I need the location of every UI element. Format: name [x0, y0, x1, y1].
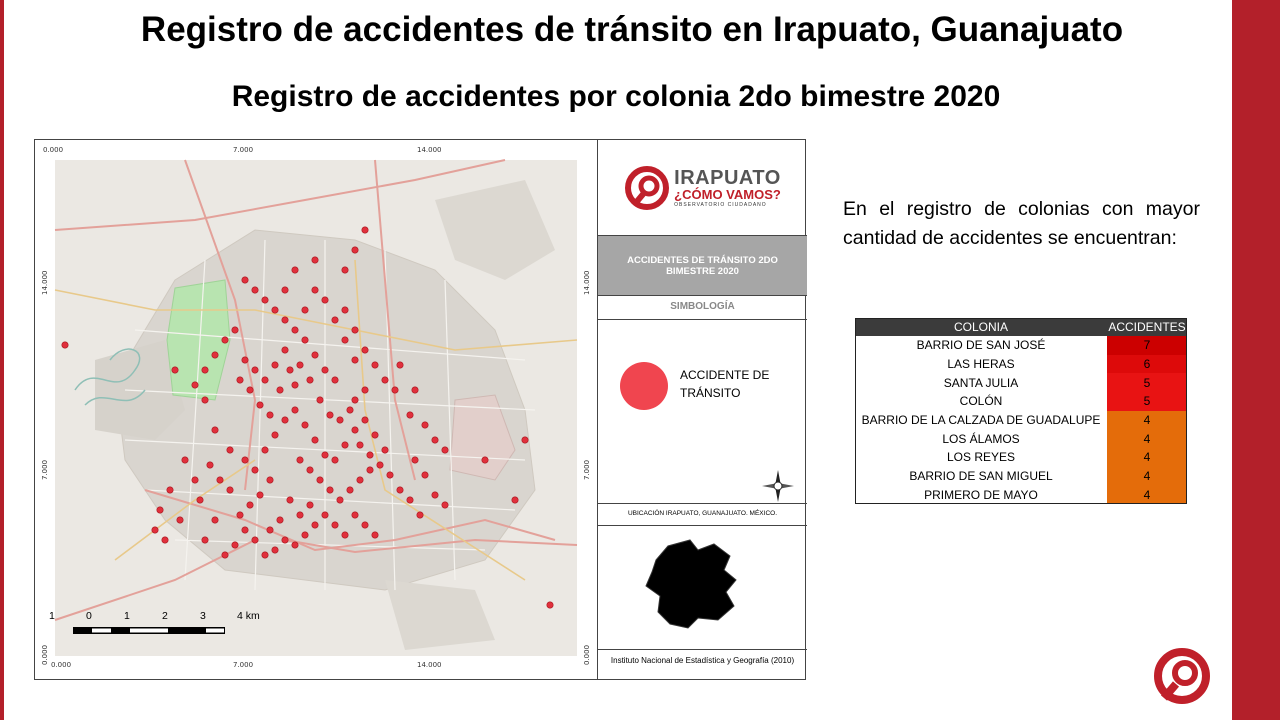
accident-marker: [307, 502, 313, 508]
accident-marker: [247, 502, 253, 508]
accident-marker: [322, 452, 328, 458]
location-label: UBICACIÓN IRAPUATO, GUANAJUATO. MÉXICO.: [598, 504, 807, 526]
accident-marker: [412, 457, 418, 463]
accident-marker: [232, 327, 238, 333]
accident-marker: [357, 442, 363, 448]
accident-marker: [237, 512, 243, 518]
map-sidebar: [597, 140, 807, 679]
accident-marker: [367, 452, 373, 458]
table-row: [855, 373, 1187, 392]
map-title-box: [598, 236, 807, 296]
page-title: Registro de accidentes de tránsito en Irapuato, Guanajuato: [140, 10, 1124, 49]
accident-marker: [287, 367, 293, 373]
table-row: [855, 448, 1187, 467]
coord-right-1: 7.000: [583, 459, 591, 480]
accident-marker: [152, 527, 158, 533]
accident-marker: [207, 462, 213, 468]
accident-marker: [332, 522, 338, 528]
accident-marker: [267, 527, 273, 533]
accident-marker: [332, 317, 338, 323]
accident-marker: [347, 407, 353, 413]
accident-marker: [182, 457, 188, 463]
map-graphic: [55, 160, 577, 656]
accident-marker: [282, 317, 288, 323]
legend-box: [598, 320, 807, 504]
accident-marker: [312, 522, 318, 528]
accident-marker: [272, 307, 278, 313]
accident-marker: [422, 422, 428, 428]
colonia-cell: LOS REYES: [946, 450, 1016, 465]
north-arrow-icon: [760, 468, 796, 504]
page-subtitle: Registro de accidentes por colonia 2do bimestre 2020: [231, 80, 1001, 113]
accident-marker: [397, 362, 403, 368]
accident-marker: [522, 437, 528, 443]
accident-marker: [337, 417, 343, 423]
colonia-cell: SANTA JULIA: [943, 375, 1019, 390]
accidentes-cell: 4: [1107, 429, 1187, 448]
table-row: [855, 467, 1187, 486]
table-row: [855, 392, 1187, 411]
coord-bottom-1: 7.000: [233, 661, 254, 669]
scale-label-3: 3: [200, 610, 206, 622]
accident-marker: [227, 447, 233, 453]
table-row: [855, 429, 1187, 448]
guanajuato-state-map-icon: [598, 526, 807, 650]
accident-marker: [372, 432, 378, 438]
logo-box: [598, 140, 807, 236]
accident-marker: [297, 457, 303, 463]
accidentes-cell: 4: [1107, 411, 1187, 430]
scale-label-0: 0: [86, 610, 92, 622]
map-panel: [34, 139, 806, 680]
accident-marker: [302, 337, 308, 343]
accident-marker: [367, 467, 373, 473]
accident-marker: [292, 327, 298, 333]
table-row: [855, 411, 1187, 430]
accident-marker: [312, 437, 318, 443]
accident-marker: [322, 367, 328, 373]
accident-marker: [282, 287, 288, 293]
accident-marker: [347, 487, 353, 493]
description-text: En el registro de colonias con mayor cantidad de accidentes se encuentran:: [843, 198, 1200, 249]
legend-heading: SIMBOLOGÍA: [598, 296, 807, 320]
observatory-logo-icon: [624, 165, 670, 211]
colonia-cell: BARRIO DE LA CALZADA DE GUADALUPE: [861, 413, 1101, 428]
accident-marker: [212, 427, 218, 433]
accident-marker: [257, 402, 263, 408]
accident-marker: [197, 497, 203, 503]
scale-label-2: 2: [162, 610, 168, 622]
accident-marker: [252, 467, 258, 473]
accidentes-cell: 4: [1107, 467, 1187, 486]
accident-marker: [177, 517, 183, 523]
accidentes-cell: 5: [1107, 373, 1187, 392]
accident-marker: [307, 467, 313, 473]
accident-marker: [362, 227, 368, 233]
accident-marker: [287, 497, 293, 503]
logo-line-2: ¿CÓMO VAMOS?: [674, 187, 781, 202]
accident-marker: [312, 287, 318, 293]
accident-marker: [157, 507, 163, 513]
accident-marker: [317, 397, 323, 403]
accident-marker: [342, 337, 348, 343]
accident-marker: [392, 387, 398, 393]
coord-left-0: 14.000: [41, 270, 49, 295]
colonia-cell: LOS ÁLAMOS: [942, 431, 1020, 446]
coord-left-2: 0.000: [41, 644, 49, 665]
header-accidentes: ACCIDENTES: [1108, 320, 1186, 334]
accident-marker: [327, 487, 333, 493]
accident-marker: [292, 382, 298, 388]
coord-top-0: 0.000: [43, 146, 64, 154]
accident-marker: [252, 537, 258, 543]
accident-marker: [162, 537, 168, 543]
accident-marker: [282, 417, 288, 423]
colonia-cell: BARRIO DE SAN MIGUEL: [909, 469, 1053, 484]
accident-marker: [512, 497, 518, 503]
accidentes-cell: 7: [1107, 336, 1187, 355]
accident-marker: [262, 552, 268, 558]
accident-marker: [242, 357, 248, 363]
accident-marker: [442, 502, 448, 508]
accident-marker: [322, 512, 328, 518]
accident-marker: [277, 387, 283, 393]
accident-marker: [242, 277, 248, 283]
accident-marker: [422, 472, 428, 478]
table-header-row: [855, 318, 1187, 336]
accidentes-cell: 4: [1107, 448, 1187, 467]
accident-marker: [352, 327, 358, 333]
accident-marker: [547, 602, 553, 608]
accident-marker: [222, 337, 228, 343]
accident-marker: [252, 367, 258, 373]
accident-marker: [227, 487, 233, 493]
accident-marker: [217, 477, 223, 483]
accident-marker: [172, 367, 178, 373]
coord-bottom-2: 14.000: [417, 661, 442, 669]
accident-marker: [417, 512, 423, 518]
accident-marker: [352, 357, 358, 363]
coord-top-1: 7.000: [233, 146, 254, 154]
accident-marker: [257, 492, 263, 498]
state-map-box: [598, 526, 807, 650]
corner-logo-icon: [1146, 646, 1218, 706]
colonias-table: [855, 318, 1187, 504]
accident-marker: [327, 412, 333, 418]
logo-line-1: IRAPUATO: [674, 167, 781, 189]
accident-marker: [282, 347, 288, 353]
accident-marker: [407, 497, 413, 503]
coord-bottom-0: 0.000: [51, 661, 72, 669]
accident-marker: [337, 497, 343, 503]
accident-marker: [362, 347, 368, 353]
accident-marker: [342, 267, 348, 273]
accident-marker: [397, 487, 403, 493]
accident-marker: [432, 492, 438, 498]
accident-marker: [262, 377, 268, 383]
accident-marker: [332, 377, 338, 383]
accident-marker: [342, 442, 348, 448]
accident-marker: [362, 417, 368, 423]
legend-label: ACCIDENTE DE TRÁNSITO: [680, 368, 770, 400]
accident-marker: [292, 267, 298, 273]
accident-marker: [332, 457, 338, 463]
accident-marker: [277, 517, 283, 523]
accident-marker: [362, 387, 368, 393]
colonia-cell: LAS HERAS: [947, 357, 1015, 372]
accident-marker: [302, 532, 308, 538]
coord-right-0: 14.000: [583, 270, 591, 295]
accident-marker: [352, 247, 358, 253]
accident-marker: [292, 407, 298, 413]
accident-marker: [362, 522, 368, 528]
accident-marker: [202, 397, 208, 403]
table-row: [855, 336, 1187, 355]
accident-marker: [372, 362, 378, 368]
accident-marker: [267, 477, 273, 483]
source-label: Instituto Nacional de Estadística y Geografía (2010): [610, 656, 795, 665]
accident-marker: [242, 457, 248, 463]
scale-bar: [73, 627, 225, 634]
accident-marker: [302, 422, 308, 428]
accident-marker: [352, 397, 358, 403]
accident-marker: [202, 537, 208, 543]
accident-marker: [342, 307, 348, 313]
accident-marker: [442, 447, 448, 453]
coord-top-2: 14.000: [417, 146, 442, 154]
accident-marker: [407, 412, 413, 418]
coord-left-1: 7.000: [41, 459, 49, 480]
accident-marker: [167, 487, 173, 493]
accident-marker: [297, 512, 303, 518]
accident-marker: [247, 387, 253, 393]
accident-marker: [382, 377, 388, 383]
accident-marker: [352, 427, 358, 433]
accident-marker: [372, 532, 378, 538]
accident-marker: [382, 447, 388, 453]
accident-marker: [62, 342, 68, 348]
accident-marker: [357, 477, 363, 483]
accident-marker: [387, 472, 393, 478]
accident-marker: [222, 552, 228, 558]
accident-marker: [212, 352, 218, 358]
scale-labels: [49, 610, 295, 624]
accident-marker: [282, 537, 288, 543]
accident-marker: [292, 542, 298, 548]
coord-right-2: 0.000: [583, 644, 591, 665]
right-accent-band: [1232, 0, 1280, 720]
accident-marker: [322, 297, 328, 303]
logo-line-3: OBSERVATORIO CIUDADANO: [674, 202, 767, 208]
city-map[interactable]: [49, 160, 577, 656]
accident-marker: [237, 377, 243, 383]
table-row: [855, 355, 1187, 374]
accidentes-cell: 4: [1107, 486, 1187, 505]
header-colonia: COLONIA: [855, 318, 1107, 336]
accident-marker: [412, 387, 418, 393]
accident-marker: [202, 367, 208, 373]
map-title: ACCIDENTES DE TRÁNSITO 2DO BIMESTRE 2020: [627, 254, 778, 277]
accident-marker: [192, 477, 198, 483]
accident-marker: [272, 362, 278, 368]
accidentes-cell: 6: [1107, 355, 1187, 374]
accident-legend-dot-icon: [620, 362, 668, 410]
accident-marker: [342, 532, 348, 538]
accident-marker: [212, 517, 218, 523]
accident-marker: [302, 307, 308, 313]
accident-marker: [272, 432, 278, 438]
accident-marker: [307, 377, 313, 383]
accident-marker: [242, 527, 248, 533]
accident-marker: [192, 382, 198, 388]
accident-marker: [232, 542, 238, 548]
accident-marker: [352, 512, 358, 518]
accidentes-cell: 5: [1107, 392, 1187, 411]
colonia-cell: COLÓN: [959, 394, 1003, 409]
accident-marker: [252, 287, 258, 293]
scale-label-4km: 4 km: [237, 610, 260, 622]
accident-marker: [432, 437, 438, 443]
accident-marker: [262, 447, 268, 453]
colonia-cell: PRIMERO DE MAYO: [924, 487, 1038, 502]
accident-marker: [312, 257, 318, 263]
accident-marker: [267, 412, 273, 418]
accident-marker: [272, 547, 278, 553]
accident-marker: [262, 297, 268, 303]
table-row: [855, 486, 1187, 505]
accident-marker: [297, 362, 303, 368]
scale-label-1: 1: [49, 610, 55, 622]
scale-label-1b: 1: [124, 610, 130, 622]
accident-marker: [312, 352, 318, 358]
accident-marker: [317, 477, 323, 483]
accident-marker: [482, 457, 488, 463]
accident-marker: [377, 462, 383, 468]
colonia-cell: BARRIO DE SAN JOSÉ: [916, 338, 1046, 353]
